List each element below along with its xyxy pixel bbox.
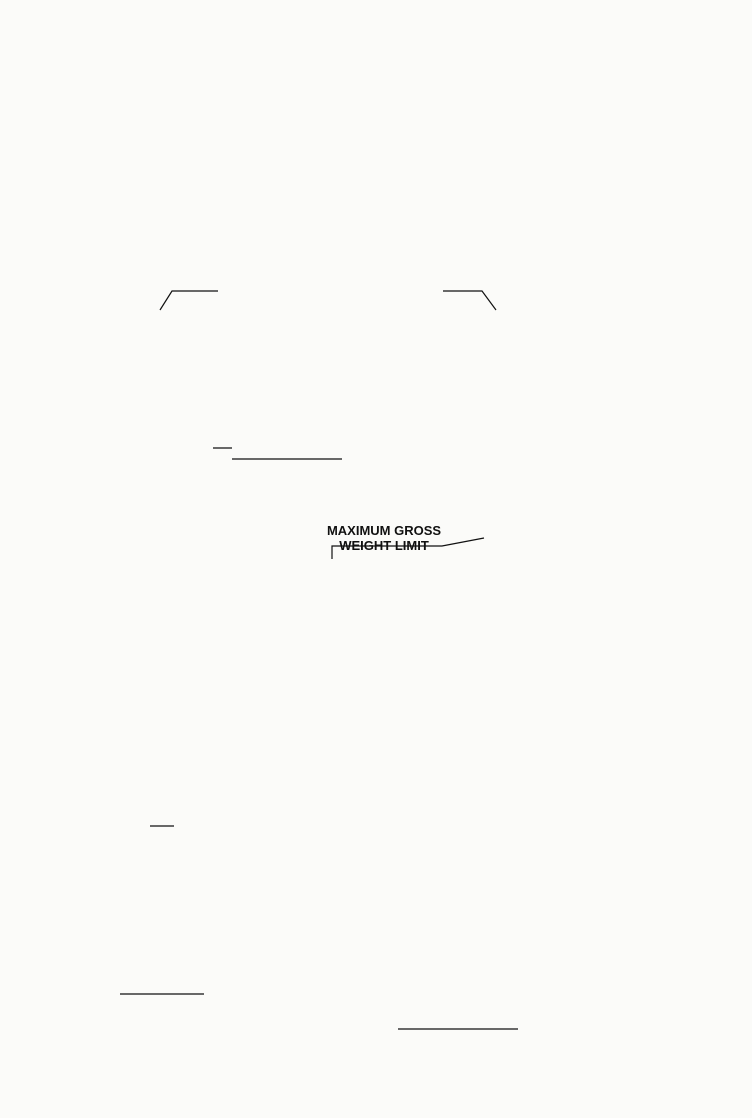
- max-gross-label-2: WEIGHT LIMIT: [339, 538, 429, 553]
- den-alt-arrow-right: [443, 291, 496, 310]
- note-background: [362, 316, 632, 458]
- max-gross-label-1: MAXIMUM GROSS: [326, 523, 442, 538]
